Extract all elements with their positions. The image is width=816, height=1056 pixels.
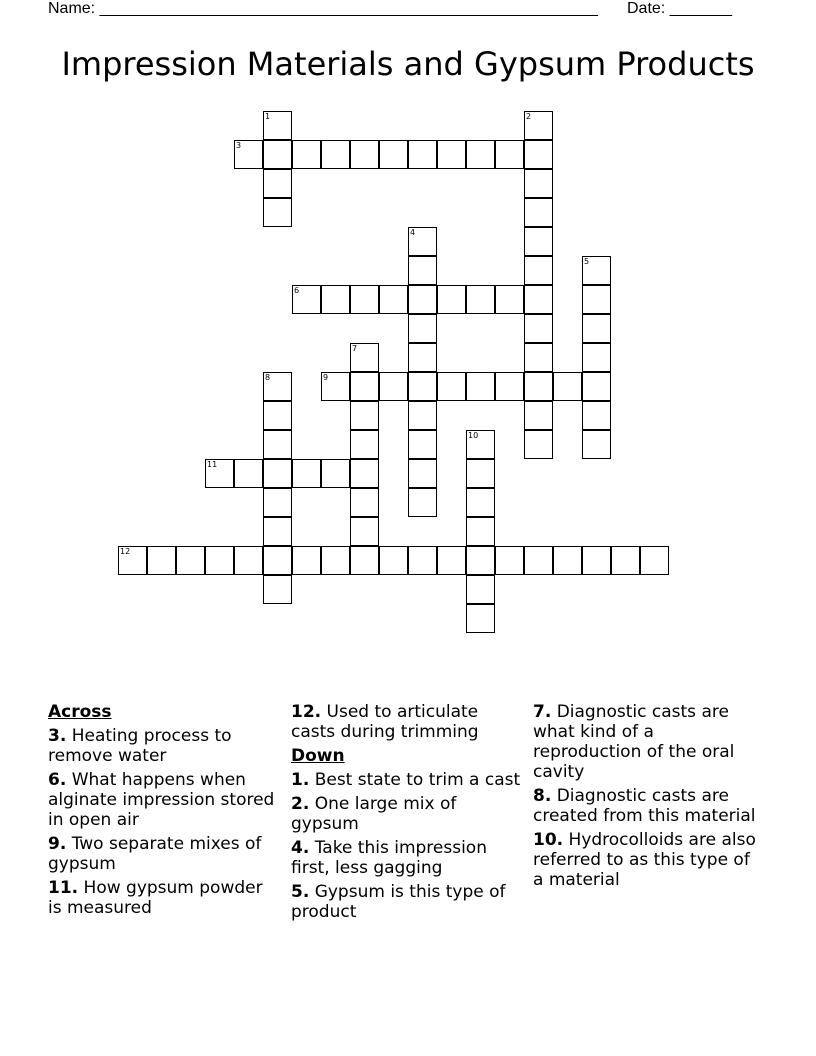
- page-title: Impression Materials and Gypsum Products: [61, 45, 755, 83]
- grid-cell[interactable]: [582, 314, 611, 343]
- grid-cell[interactable]: [582, 372, 611, 401]
- clue-number-label: 9: [323, 373, 329, 382]
- grid-cell[interactable]: [147, 546, 176, 575]
- grid-cell[interactable]: [437, 546, 466, 575]
- grid-cell[interactable]: [408, 546, 437, 575]
- grid-cell[interactable]: [408, 227, 437, 256]
- grid-cell[interactable]: [263, 517, 292, 546]
- grid-cell[interactable]: [466, 488, 495, 517]
- grid-cell[interactable]: [263, 198, 292, 227]
- clue-number-label: 1: [265, 112, 271, 121]
- clue-across-12: [291, 702, 523, 742]
- grid-cell[interactable]: [582, 401, 611, 430]
- grid-cell[interactable]: [350, 546, 379, 575]
- grid-cell[interactable]: [263, 140, 292, 169]
- grid-cell[interactable]: [234, 546, 263, 575]
- clue-text: Gypsum is this type of product: [291, 882, 506, 922]
- grid-cell[interactable]: [263, 401, 292, 430]
- grid-cell[interactable]: [292, 546, 321, 575]
- clue-number-label: 8: [265, 373, 271, 382]
- clue-column-1: [48, 702, 280, 922]
- name-field[interactable]: Name: ________________________________________________________: [48, 0, 598, 17]
- grid-cell[interactable]: [466, 575, 495, 604]
- grid-cell[interactable]: [408, 372, 437, 401]
- grid-cell[interactable]: [524, 372, 553, 401]
- grid-cell[interactable]: [205, 546, 234, 575]
- clue-down-2: [291, 794, 523, 834]
- clue-number-label: 11: [207, 460, 218, 469]
- grid-cell[interactable]: [437, 372, 466, 401]
- grid-cell[interactable]: [379, 372, 408, 401]
- grid-cell[interactable]: [118, 546, 147, 575]
- grid-cell[interactable]: [466, 546, 495, 575]
- grid-cell[interactable]: [524, 430, 553, 459]
- grid-cell[interactable]: [263, 546, 292, 575]
- clue-number-label: 4: [410, 228, 416, 237]
- grid-cell[interactable]: [321, 372, 350, 401]
- grid-cell[interactable]: [524, 256, 553, 285]
- grid-cell[interactable]: [582, 343, 611, 372]
- clue-text: Diagnostic casts are created from this material: [533, 786, 756, 826]
- grid-cell[interactable]: [524, 285, 553, 314]
- grid-cell[interactable]: [524, 227, 553, 256]
- grid-cell[interactable]: [408, 430, 437, 459]
- clue-across-11: [48, 878, 280, 918]
- grid-cell[interactable]: [263, 372, 292, 401]
- clue-across-9: [48, 834, 280, 874]
- grid-cell[interactable]: [408, 256, 437, 285]
- grid-cell[interactable]: [350, 430, 379, 459]
- grid-cell[interactable]: [379, 546, 408, 575]
- grid-cell[interactable]: [350, 401, 379, 430]
- clue-number: 2.: [291, 794, 310, 814]
- grid-cell[interactable]: [350, 459, 379, 488]
- clue-number: 4.: [291, 838, 310, 858]
- grid-cell[interactable]: [408, 401, 437, 430]
- clue-column-3: [533, 702, 765, 894]
- clue-number: 10.: [533, 830, 564, 850]
- clue-down-7: [533, 702, 765, 782]
- clue-text: Diagnostic casts are what kind of a reproduction of the oral cavity: [533, 702, 735, 782]
- clue-text: How gypsum powder is measured: [48, 878, 263, 918]
- grid-cell[interactable]: [350, 488, 379, 517]
- grid-cell[interactable]: [321, 285, 350, 314]
- grid-cell[interactable]: [408, 285, 437, 314]
- grid-cell[interactable]: [524, 111, 553, 140]
- clue-text: What happens when alginate impression stored in open air: [48, 770, 275, 830]
- grid-cell[interactable]: [466, 285, 495, 314]
- grid-cell[interactable]: [553, 372, 582, 401]
- clue-number-label: 12: [120, 547, 131, 556]
- clue-number-label: 2: [526, 112, 532, 121]
- grid-cell[interactable]: [524, 140, 553, 169]
- grid-cell[interactable]: [466, 430, 495, 459]
- clue-down-5: [291, 882, 523, 922]
- grid-cell[interactable]: [263, 169, 292, 198]
- clue-number-label: 3: [236, 141, 242, 150]
- grid-cell[interactable]: [524, 169, 553, 198]
- down-heading: Down: [291, 746, 345, 766]
- clue-number-label: 6: [294, 286, 300, 295]
- grid-cell[interactable]: [466, 604, 495, 633]
- grid-cell[interactable]: [408, 314, 437, 343]
- grid-cell[interactable]: [234, 140, 263, 169]
- date-field[interactable]: Date: _______: [627, 0, 732, 17]
- grid-cell[interactable]: [466, 459, 495, 488]
- clue-text: One large mix of gypsum: [291, 794, 457, 834]
- grid-cell[interactable]: [408, 343, 437, 372]
- clue-number: 7.: [533, 702, 552, 722]
- grid-cell[interactable]: [321, 140, 350, 169]
- grid-cell[interactable]: [263, 488, 292, 517]
- grid-cell[interactable]: [524, 314, 553, 343]
- clue-number: 6.: [48, 770, 67, 790]
- grid-cell[interactable]: [263, 430, 292, 459]
- grid-cell[interactable]: [466, 517, 495, 546]
- clue-across-3: [48, 726, 280, 766]
- grid-cell[interactable]: [640, 546, 669, 575]
- grid-cell[interactable]: [350, 285, 379, 314]
- clue-number-label: 10: [468, 431, 479, 440]
- clue-number: 9.: [48, 834, 67, 854]
- clue-text: Two separate mixes of gypsum: [48, 834, 262, 874]
- grid-cell[interactable]: [408, 140, 437, 169]
- grid-cell[interactable]: [408, 488, 437, 517]
- clue-number: 11.: [48, 878, 79, 898]
- grid-cell[interactable]: [292, 140, 321, 169]
- grid-cell[interactable]: [524, 546, 553, 575]
- grid-cell[interactable]: [495, 546, 524, 575]
- grid-cell[interactable]: [611, 546, 640, 575]
- grid-cell[interactable]: [350, 343, 379, 372]
- grid-cell[interactable]: [263, 575, 292, 604]
- grid-cell[interactable]: [379, 285, 408, 314]
- grid-cell[interactable]: [379, 140, 408, 169]
- grid-cell[interactable]: [234, 459, 263, 488]
- clue-number-label: 7: [352, 344, 358, 353]
- clue-down-1: [291, 770, 523, 790]
- clue-across-6: [48, 770, 280, 830]
- across-heading: Across: [48, 702, 112, 722]
- grid-cell[interactable]: [321, 459, 350, 488]
- grid-cell[interactable]: [524, 401, 553, 430]
- clue-text: Hydrocolloids are also referred to as this type of a material: [533, 830, 756, 890]
- grid-cell[interactable]: [292, 285, 321, 314]
- grid-cell[interactable]: [263, 459, 292, 488]
- clue-number-label: 5: [584, 257, 590, 266]
- grid-cell[interactable]: [582, 256, 611, 285]
- grid-cell[interactable]: [466, 140, 495, 169]
- clue-number: 12.: [291, 702, 322, 722]
- grid-cell[interactable]: [582, 430, 611, 459]
- clue-number: 8.: [533, 786, 552, 806]
- grid-cell[interactable]: [350, 140, 379, 169]
- clue-number: 3.: [48, 726, 67, 746]
- grid-cell[interactable]: [495, 140, 524, 169]
- grid-cell[interactable]: [263, 111, 292, 140]
- grid-cell[interactable]: [582, 546, 611, 575]
- grid-cell[interactable]: [553, 546, 582, 575]
- clue-down-4: [291, 838, 523, 878]
- clue-text: Take this impression first, less gagging: [291, 838, 487, 878]
- grid-cell[interactable]: [292, 459, 321, 488]
- grid-cell[interactable]: [350, 517, 379, 546]
- grid-cell[interactable]: [524, 198, 553, 227]
- clue-down-8: [533, 786, 765, 826]
- clue-text: Best state to trim a cast: [314, 770, 521, 790]
- clue-number: 1.: [291, 770, 310, 790]
- grid-cell[interactable]: [205, 459, 234, 488]
- grid-cell[interactable]: [408, 459, 437, 488]
- clue-number: 5.: [291, 882, 310, 902]
- clue-text: Used to articulate casts during trimming: [291, 702, 479, 742]
- grid-cell[interactable]: [437, 140, 466, 169]
- clue-text: Heating process to remove water: [48, 726, 232, 766]
- grid-cell[interactable]: [176, 546, 205, 575]
- grid-cell[interactable]: [582, 285, 611, 314]
- grid-cell[interactable]: [321, 546, 350, 575]
- grid-cell[interactable]: [437, 285, 466, 314]
- clue-column-2: [291, 702, 523, 926]
- grid-cell[interactable]: [495, 285, 524, 314]
- grid-cell[interactable]: [466, 372, 495, 401]
- clue-down-10: [533, 830, 765, 890]
- grid-cell[interactable]: [495, 372, 524, 401]
- grid-cell[interactable]: [524, 343, 553, 372]
- grid-cell[interactable]: [350, 372, 379, 401]
